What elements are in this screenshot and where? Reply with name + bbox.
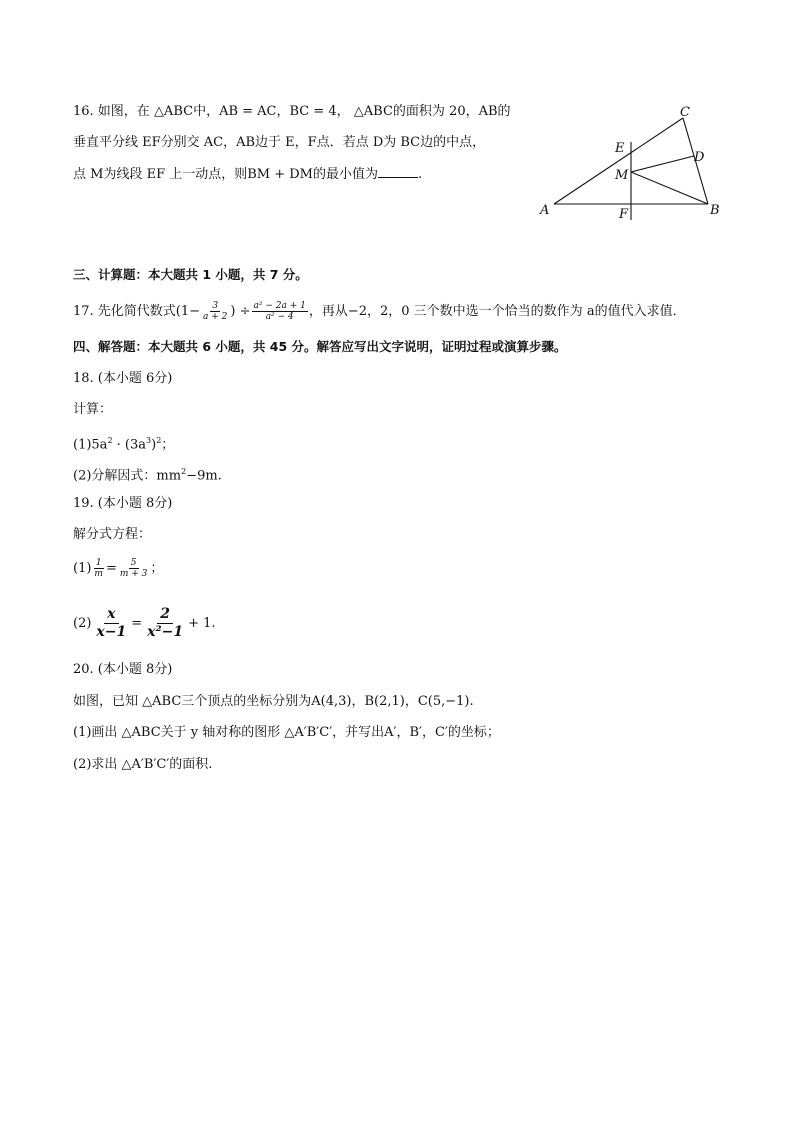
q19-p2-label: (2) [73,616,92,631]
q18-p2-exp: 2 [181,467,187,476]
q18-intro: 计算： [73,402,113,417]
segment-md [631,156,694,172]
segment-mb [631,172,708,204]
label-m: M [615,168,629,183]
q18-p1-prefix: (1)5a [73,437,108,453]
q19-p2-right-numerator: 2 [157,606,173,624]
section3-heading: 三、计算题：本大题共 1 小题，共 7 分。 [73,267,308,282]
q20-line2: (1)画出 △ABC关于 y 轴对称的图形 △A′B′C′，并写出A′，B′，C′的坐标； [73,725,500,740]
q19-title: 19. (本小题 8分) [73,496,173,511]
q18-p1-exp1: 2 [107,436,113,445]
q19-p2-equals: = [131,616,143,631]
q19-p2-right-denominator: x²−1 [147,624,184,640]
section4-heading: 四、解答题：本大题共 6 小题，共 45 分。解答应写出文字说明，证明过程或演算步骤。 [73,339,567,354]
q18-title: 18. (本小题 6分) [73,371,173,386]
q17-prefix: 17. 先化简代数式(1− [73,304,201,319]
q17-line [73,301,686,322]
q18-part1 [73,432,174,454]
label-c: C [680,105,690,120]
label-f: F [619,207,629,222]
q19-p1-right-numerator: 5 [130,558,137,568]
q16-line2: 垂直平分线 EF分别交 AC，AB边于 E，F点．若点 D为 BC边的中点， [73,135,486,150]
q18-p1-mid: · (3a [112,437,147,453]
q20-line1: 如图，已知 △ABC三个顶点的坐标分别为A(4,3)，B(2,1)，C(5,−1). [73,694,474,709]
q19-p2-left-denominator: x−1 [96,624,127,640]
q17-fraction-1 [201,301,229,322]
q16-line1: 16. 如图，在 △ABC中，AB = AC，BC = 4， △ABC的面积为 20，AB的 [73,104,511,119]
q19-p1-left-numerator: 1 [95,558,102,568]
q19-p1-left-denominator: m [94,569,103,579]
q19-p2-left-numerator: x [104,606,118,624]
answer-blank [378,165,418,178]
q19-p1-right-fraction [118,558,150,579]
q18-p2-end: −9m. [186,468,222,484]
q17-frac2-denominator: a² − 4 [265,312,294,322]
q18-part2 [73,463,222,485]
q18-p1-end: ； [161,437,175,453]
q19-part1 [73,558,163,579]
q19-p1-equals: = [105,561,117,576]
q20-title: 20. (本小题 8分) [73,662,173,677]
q19-p2-left-fraction [93,606,129,641]
q18-p2-prefix: (2)分解因式：mm [73,468,182,484]
q17-fraction-2 [252,301,308,322]
q19-p1-label: (1) [73,561,92,576]
q16-line3-text: 点 M为线段 EF 上一动点，则BM + DM的最小值为 [73,167,378,182]
q19-p2-right-fraction [144,606,186,641]
label-b: B [710,203,720,218]
segment-ac [554,118,683,204]
q17-frac2-numerator: a² − 2a + 1 [253,301,306,311]
q19-p1-end: ； [150,561,164,576]
q18-p1-exp3: 2 [156,436,162,445]
q19-p1-right-denominator: m + 3 [119,569,148,579]
q18-p1-exp2: 3 [146,436,152,445]
label-e: E [615,141,625,156]
q17-frac1-denominator: a + 2 [203,312,228,322]
q18-p1-close: ) [151,437,157,453]
q17-suffix: ，再从−2，2，0 三个数中选一个恰当的数作为 a的值代入求值． [308,304,686,319]
q17-middle: ) ÷ [230,304,251,319]
q17-frac1-numerator: 3 [212,301,219,311]
label-a: A [540,203,550,218]
q16-line3 [73,165,422,184]
q20-line3: (2)求出 △A′B′C′的面积. [73,757,213,772]
triangle-figure [530,100,760,230]
q16-line3-end: . [417,167,423,182]
q19-p2-end: + 1. [188,616,216,631]
label-d: D [694,150,705,165]
q19-p1-left-fraction [92,558,105,579]
q19-part2 [73,606,216,641]
q19-intro: 解分式方程： [73,527,152,542]
